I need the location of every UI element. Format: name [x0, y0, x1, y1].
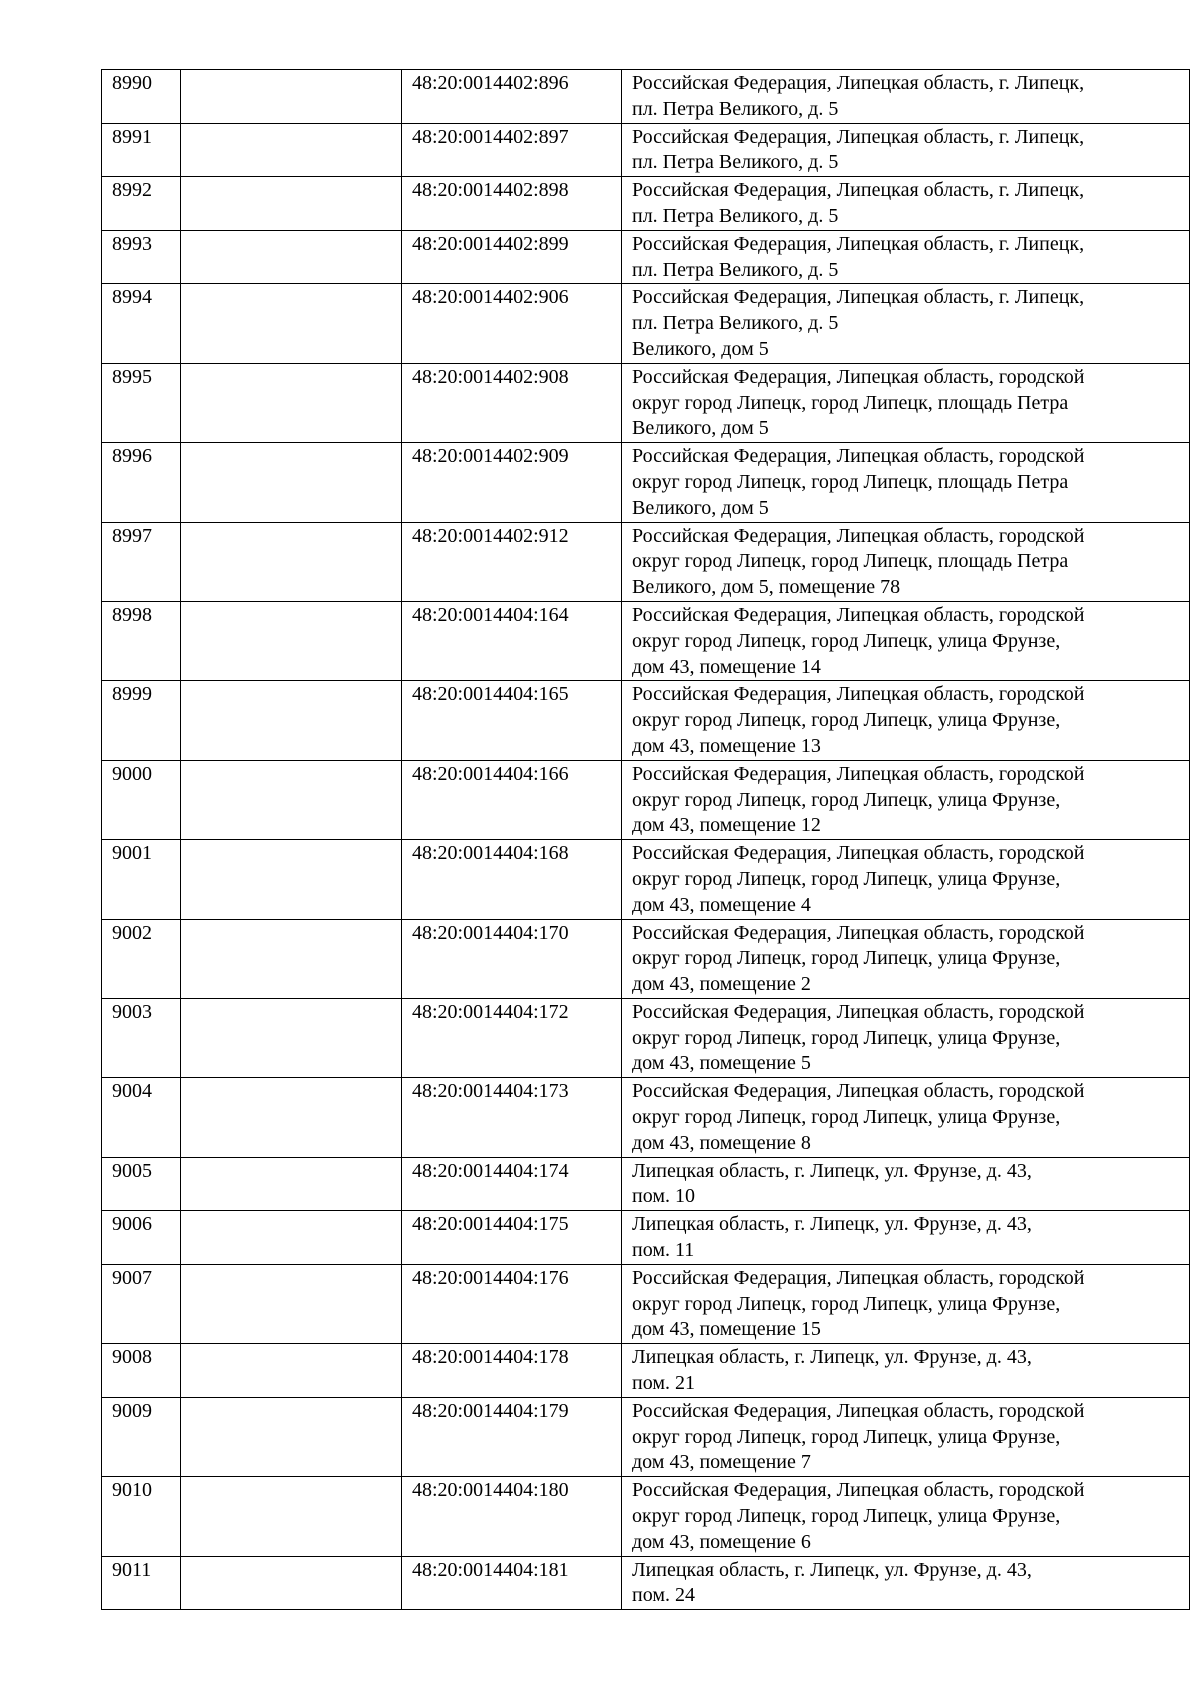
address-line: округ город Липецк, город Липецк, улица Фрунзе,	[632, 1425, 1061, 1448]
cadastral-number-cell: 48:20:0014402:906	[402, 284, 622, 363]
address-line: дом 43, помещение 8	[632, 1131, 811, 1154]
row-number-cell: 8997	[102, 522, 181, 601]
address-line: Российская Федерация, Липецкая область, городской	[632, 1399, 1085, 1422]
address-line: Российская Федерация, Липецкая область, г. Липецк,	[632, 72, 1085, 94]
row-number-cell: 9005	[102, 1157, 181, 1211]
address-line: пом. 21	[632, 1372, 695, 1395]
address-cell	[622, 443, 1190, 522]
empty-cell	[181, 1344, 402, 1398]
registry-table-body	[102, 70, 1190, 1610]
address-line: пом. 11	[632, 1239, 695, 1262]
cadastral-number-cell: 48:20:0014404:179	[402, 1397, 622, 1476]
address-cell	[622, 522, 1190, 601]
address-cell	[622, 998, 1190, 1077]
table-row	[102, 522, 1190, 601]
empty-cell	[181, 123, 402, 177]
address-line: пом. 24	[632, 1584, 695, 1607]
table-row	[102, 998, 1190, 1077]
row-number-cell: 8991	[102, 123, 181, 177]
address-line: Липецкая область, г. Липецк, ул. Фрунзе, д. 43,	[632, 1213, 1032, 1236]
row-number-cell: 8995	[102, 363, 181, 442]
address-cell	[622, 760, 1190, 839]
table-row	[102, 123, 1190, 177]
cadastral-number-cell: 48:20:0014404:176	[402, 1264, 622, 1343]
cadastral-number-cell: 48:20:0014402:896	[402, 70, 622, 124]
cadastral-number-cell: 48:20:0014404:175	[402, 1211, 622, 1265]
address-line: округ город Липецк, город Липецк, площадь Петра	[632, 391, 1069, 414]
empty-cell	[181, 443, 402, 522]
address-line: пом. 10	[632, 1185, 695, 1208]
table-row	[102, 1211, 1190, 1265]
row-number-cell: 9007	[102, 1264, 181, 1343]
empty-cell	[181, 1556, 402, 1610]
address-line: пл. Петра Великого, д. 5	[632, 151, 839, 174]
row-number-cell: 8996	[102, 443, 181, 522]
address-cell	[622, 840, 1190, 919]
property-registry-table	[101, 69, 1190, 1610]
row-number-cell: 9008	[102, 1344, 181, 1398]
row-number-cell: 9006	[102, 1211, 181, 1265]
address-line: дом 43, помещение 14	[632, 655, 821, 678]
address-line: округ город Липецк, город Липецк, улица Фрунзе,	[632, 867, 1061, 890]
row-number-cell: 8993	[102, 230, 181, 284]
table-row	[102, 601, 1190, 680]
empty-cell	[181, 1397, 402, 1476]
address-cell	[622, 284, 1190, 363]
address-line: Российская Федерация, Липецкая область, городской	[632, 365, 1085, 388]
table-row	[102, 1397, 1190, 1476]
address-line: дом 43, помещение 15	[632, 1318, 821, 1341]
address-line: Российская Федерация, Липецкая область, городской	[632, 524, 1085, 547]
table-row	[102, 760, 1190, 839]
address-line: округ город Липецк, город Липецк, улица Фрунзе,	[632, 629, 1061, 652]
empty-cell	[181, 760, 402, 839]
cadastral-number-cell: 48:20:0014404:172	[402, 998, 622, 1077]
cadastral-number-cell: 48:20:0014404:168	[402, 840, 622, 919]
table-row	[102, 443, 1190, 522]
address-cell	[622, 681, 1190, 760]
empty-cell	[181, 522, 402, 601]
address-line: Российская Федерация, Липецкая область, городской	[632, 1000, 1085, 1023]
address-line: Российская Федерация, Липецкая область, городской	[632, 842, 1085, 865]
cadastral-number-cell: 48:20:0014404:164	[402, 601, 622, 680]
address-line: Российская Федерация, Липецкая область, г. Липецк,	[632, 125, 1085, 148]
table-row	[102, 1078, 1190, 1157]
address-line: Российская Федерация, Липецкая область, городской	[632, 445, 1085, 468]
cadastral-number-cell: 48:20:0014404:166	[402, 760, 622, 839]
empty-cell	[181, 998, 402, 1077]
row-number-cell: 9010	[102, 1477, 181, 1556]
address-line: округ город Липецк, город Липецк, площадь Петра	[632, 550, 1069, 573]
row-number-cell: 8992	[102, 177, 181, 231]
address-cell	[622, 1344, 1190, 1398]
address-line: дом 43, помещение 2	[632, 973, 811, 996]
address-line: Российская Федерация, Липецкая область, городской	[632, 603, 1085, 626]
address-line: Российская Федерация, Липецкая область, городской	[632, 1479, 1085, 1502]
cadastral-number-cell: 48:20:0014404:181	[402, 1556, 622, 1610]
address-cell	[622, 123, 1190, 177]
table-row	[102, 840, 1190, 919]
row-number-cell: 8994	[102, 284, 181, 363]
address-cell	[622, 1556, 1190, 1610]
row-number-cell: 8999	[102, 681, 181, 760]
cadastral-number-cell: 48:20:0014404:174	[402, 1157, 622, 1211]
cadastral-number-cell: 48:20:0014404:180	[402, 1477, 622, 1556]
table-row	[102, 681, 1190, 760]
address-cell	[622, 1211, 1190, 1265]
cadastral-number-cell: 48:20:0014402:912	[402, 522, 622, 601]
address-cell	[622, 1397, 1190, 1476]
empty-cell	[181, 1477, 402, 1556]
table-row	[102, 363, 1190, 442]
address-line: округ город Липецк, город Липецк, улица Фрунзе,	[632, 709, 1061, 732]
table-row	[102, 919, 1190, 998]
address-cell	[622, 1264, 1190, 1343]
table-row	[102, 1264, 1190, 1343]
address-line: Российская Федерация, Липецкая область, г. Липецк,	[632, 179, 1085, 202]
cadastral-number-cell: 48:20:0014404:173	[402, 1078, 622, 1157]
table-row	[102, 284, 1190, 363]
empty-cell	[181, 1264, 402, 1343]
address-line: Российская Федерация, Липецкая область, городской	[632, 683, 1085, 706]
address-line: Российская Федерация, Липецкая область, городской	[632, 921, 1085, 944]
row-number-cell: 9001	[102, 840, 181, 919]
empty-cell	[181, 1211, 402, 1265]
address-line: пл. Петра Великого, д. 5	[632, 204, 839, 227]
address-line: дом 43, помещение 5	[632, 1052, 811, 1075]
table-row	[102, 1556, 1190, 1610]
address-line: Липецкая область, г. Липецк, ул. Фрунзе, д. 43,	[632, 1346, 1032, 1369]
cadastral-number-cell: 48:20:0014402:908	[402, 363, 622, 442]
address-line: Великого, дом 5	[632, 417, 769, 440]
address-cell	[622, 363, 1190, 442]
row-number-cell: 9011	[102, 1556, 181, 1610]
address-line: пл. Петра Великого, д. 5	[632, 97, 839, 120]
table-row	[102, 230, 1190, 284]
address-line: Российская Федерация, Липецкая область, городской	[632, 1080, 1085, 1103]
cadastral-number-cell: 48:20:0014404:170	[402, 919, 622, 998]
table-row	[102, 177, 1190, 231]
empty-cell	[181, 177, 402, 231]
address-line: Великого, дом 5	[632, 337, 769, 360]
address-line: Российская Федерация, Липецкая область, городской	[632, 1266, 1085, 1289]
table-row	[102, 1477, 1190, 1556]
address-cell	[622, 601, 1190, 680]
address-cell	[622, 70, 1190, 124]
empty-cell	[181, 840, 402, 919]
address-cell	[622, 919, 1190, 998]
cadastral-number-cell: 48:20:0014402:909	[402, 443, 622, 522]
cadastral-number-cell: 48:20:0014402:898	[402, 177, 622, 231]
address-line: Великого, дом 5, помещение 78	[632, 576, 901, 599]
address-cell	[622, 230, 1190, 284]
row-number-cell: 8998	[102, 601, 181, 680]
cadastral-number-cell: 48:20:0014402:897	[402, 123, 622, 177]
address-line: округ город Липецк, город Липецк, площадь Петра	[632, 470, 1069, 493]
cadastral-number-cell: 48:20:0014404:165	[402, 681, 622, 760]
address-line: дом 43, помещение 13	[632, 734, 821, 757]
cadastral-number-cell: 48:20:0014404:178	[402, 1344, 622, 1398]
table-row	[102, 1157, 1190, 1211]
empty-cell	[181, 70, 402, 124]
address-line: дом 43, помещение 6	[632, 1530, 811, 1553]
empty-cell	[181, 363, 402, 442]
empty-cell	[181, 230, 402, 284]
address-line: Российская Федерация, Липецкая область, г. Липецк,	[632, 232, 1085, 255]
address-line: пл. Петра Великого, д. 5	[632, 312, 839, 335]
address-line: Великого, дом 5	[632, 496, 769, 519]
empty-cell	[181, 284, 402, 363]
address-line: округ город Липецк, город Липецк, улица Фрунзе,	[632, 1106, 1061, 1129]
address-cell	[622, 1477, 1190, 1556]
address-cell	[622, 177, 1190, 231]
empty-cell	[181, 919, 402, 998]
empty-cell	[181, 1078, 402, 1157]
empty-cell	[181, 601, 402, 680]
address-line: округ город Липецк, город Липецк, улица Фрунзе,	[632, 788, 1061, 811]
row-number-cell: 9009	[102, 1397, 181, 1476]
address-line: дом 43, помещение 12	[632, 814, 821, 837]
address-line: Липецкая область, г. Липецк, ул. Фрунзе, д. 43,	[632, 1159, 1032, 1182]
table-row	[102, 70, 1190, 124]
empty-cell	[181, 681, 402, 760]
row-number-cell: 9002	[102, 919, 181, 998]
address-cell	[622, 1078, 1190, 1157]
address-line: округ город Липецк, город Липецк, улица Фрунзе,	[632, 1292, 1061, 1315]
address-line: дом 43, помещение 7	[632, 1451, 811, 1474]
address-line: округ город Липецк, город Липецк, улица Фрунзе,	[632, 947, 1061, 970]
cadastral-number-cell: 48:20:0014402:899	[402, 230, 622, 284]
row-number-cell: 9003	[102, 998, 181, 1077]
row-number-cell: 9000	[102, 760, 181, 839]
address-cell	[622, 1157, 1190, 1211]
address-line: Российская Федерация, Липецкая область, городской	[632, 762, 1085, 785]
address-line: пл. Петра Великого, д. 5	[632, 258, 839, 281]
table-row	[102, 1344, 1190, 1398]
address-line: округ город Липецк, город Липецк, улица Фрунзе,	[632, 1505, 1061, 1528]
address-line: Российская Федерация, Липецкая область, г. Липецк,	[632, 286, 1085, 309]
address-line: дом 43, помещение 4	[632, 893, 811, 916]
row-number-cell: 9004	[102, 1078, 181, 1157]
row-number-cell: 8990	[102, 70, 181, 124]
empty-cell	[181, 1157, 402, 1211]
address-line: Липецкая область, г. Липецк, ул. Фрунзе, д. 43,	[632, 1558, 1032, 1581]
address-line: округ город Липецк, город Липецк, улица Фрунзе,	[632, 1026, 1061, 1049]
